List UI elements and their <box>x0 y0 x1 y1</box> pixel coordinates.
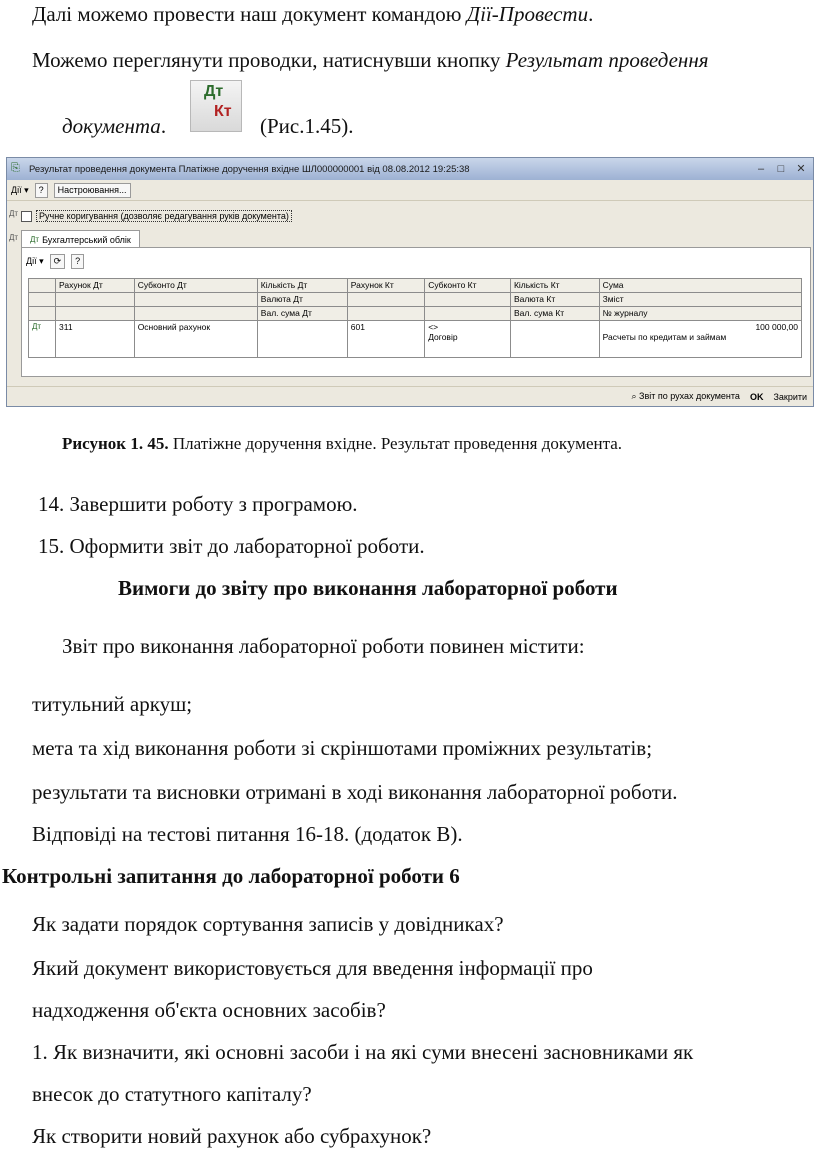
button-name: Результат проведення <box>505 48 709 72</box>
minimize-icon[interactable]: – <box>757 163 765 175</box>
window-toolbar <box>7 180 813 201</box>
refresh-icon[interactable]: ⟳ <box>50 254 66 269</box>
question-item: 1. Як визначити, які основні засоби і на які суми внесені засновниками як <box>32 1040 694 1064</box>
report-intro: Звіт про виконання лабораторної роботи повинен містити: <box>62 634 585 658</box>
question-item: Як задати порядок сортування записів у довідниках? <box>32 912 504 936</box>
col-valsum-kt: Вал. сума Кт <box>510 307 599 321</box>
col-cur-kt: Валюта Кт <box>510 293 599 307</box>
col-sub-kt: Субконто Кт <box>425 279 511 293</box>
dt-kt-icon: Дт <box>30 235 40 244</box>
question-item: надходження об'єкта основних засобів? <box>32 998 386 1022</box>
entries-table <box>28 278 802 358</box>
list-item: результати та висновки отримані в ході виконання лабораторної роботи. <box>32 780 678 804</box>
entry-icon: Дт <box>29 321 56 358</box>
col-journal: № журналу <box>599 307 801 321</box>
panel-toolbar <box>26 254 84 269</box>
col-acc-dt: Рахунок Дт <box>56 279 135 293</box>
list-item: титульний аркуш; <box>32 692 193 716</box>
question-item: внесок до статутного капіталу? <box>32 1082 312 1106</box>
col-sub-dt: Субконто Дт <box>134 279 257 293</box>
window-titlebar <box>7 158 813 180</box>
entries-panel <box>21 247 811 377</box>
panel-actions-menu[interactable]: Дії ▾ <box>26 256 44 266</box>
question-item: Як створити новий рахунок або субрахунок? <box>32 1124 432 1148</box>
search-icon: ⌕ <box>631 391 637 401</box>
checkbox-box[interactable] <box>21 211 32 222</box>
close-button[interactable]: Закрити <box>773 391 807 402</box>
tab-accounting[interactable] <box>21 230 140 248</box>
section-heading-questions: Контрольні запитання до лабораторної роботи 6 <box>2 864 460 888</box>
table-row[interactable]: Дт 311 Основний рахунок 601 <> Договір 100 000,00 Расчеты по кредитам и займам <box>29 321 802 358</box>
side-markers: Дт Дт <box>9 209 19 242</box>
dt-kt-button-icon: Дт Кт <box>190 80 242 132</box>
manual-edit-checkbox[interactable] <box>21 210 292 222</box>
list-item-15: 15. Оформити звіт до лабораторної роботи. <box>38 534 425 558</box>
col-content: Зміст <box>599 293 801 307</box>
ok-button[interactable]: OK <box>749 391 764 402</box>
tab-label: Бухгалтерський облік <box>42 234 131 245</box>
window-title: Результат проведення документа Платіжне доручення вхідне ШЛ000000001 від 08.08.2012 19:25:38 <box>29 163 470 175</box>
col-qty-dt: Кількість Дт <box>257 279 347 293</box>
paragraph-view-entries: Можемо переглянути проводки, натиснувши кнопку Результат проведення <box>32 48 709 72</box>
help-button[interactable]: ? <box>35 183 48 198</box>
maximize-icon[interactable]: □ <box>777 163 785 175</box>
figure-reference: (Рис.1.45). <box>260 114 354 138</box>
panel-help-button[interactable]: ? <box>71 254 84 269</box>
paragraph-continuation: документа. <box>62 114 167 138</box>
checkbox-label: Ручне коригування (дозволяє редагування руків документа) <box>36 210 292 222</box>
col-valsum-dt: Вал. сума Дт <box>257 307 347 321</box>
result-window <box>6 157 814 407</box>
list-item: Відповіді на тестові питання 16-18. (додаток В). <box>32 822 463 846</box>
window-statusbar <box>7 386 813 406</box>
col-qty-kt: Кількість Кт <box>510 279 599 293</box>
section-heading-report: Вимоги до звіту про виконання лабораторної роботи <box>118 576 618 600</box>
list-item: мета та хід виконання роботи зі скріншотами проміжних результатів; <box>32 736 653 760</box>
question-item: Який документ використовується для введення інформації про <box>32 956 593 980</box>
actions-menu[interactable]: Дії ▾ <box>11 184 29 195</box>
col-acc-kt: Рахунок Кт <box>347 279 424 293</box>
command-name: Дії-Провести <box>466 2 589 26</box>
figure-caption: Рисунок 1. 45. Платіжне доручення вхідне. Результат проведення документа. <box>62 434 623 453</box>
settings-button[interactable]: Настроювання... <box>54 183 131 198</box>
list-item-14: 14. Завершити роботу з програмою. <box>38 492 358 516</box>
report-button[interactable]: ⌕ Звіт по рухах документа <box>631 391 740 401</box>
col-sum: Сума <box>599 279 801 293</box>
close-icon[interactable]: ✕ <box>796 163 806 175</box>
document-icon: ⎘ <box>11 162 20 174</box>
col-cur-dt: Валюта Дт <box>257 293 347 307</box>
paragraph-post-command: Далі можемо провести наш документ командою Дії-Провести. <box>32 2 594 26</box>
